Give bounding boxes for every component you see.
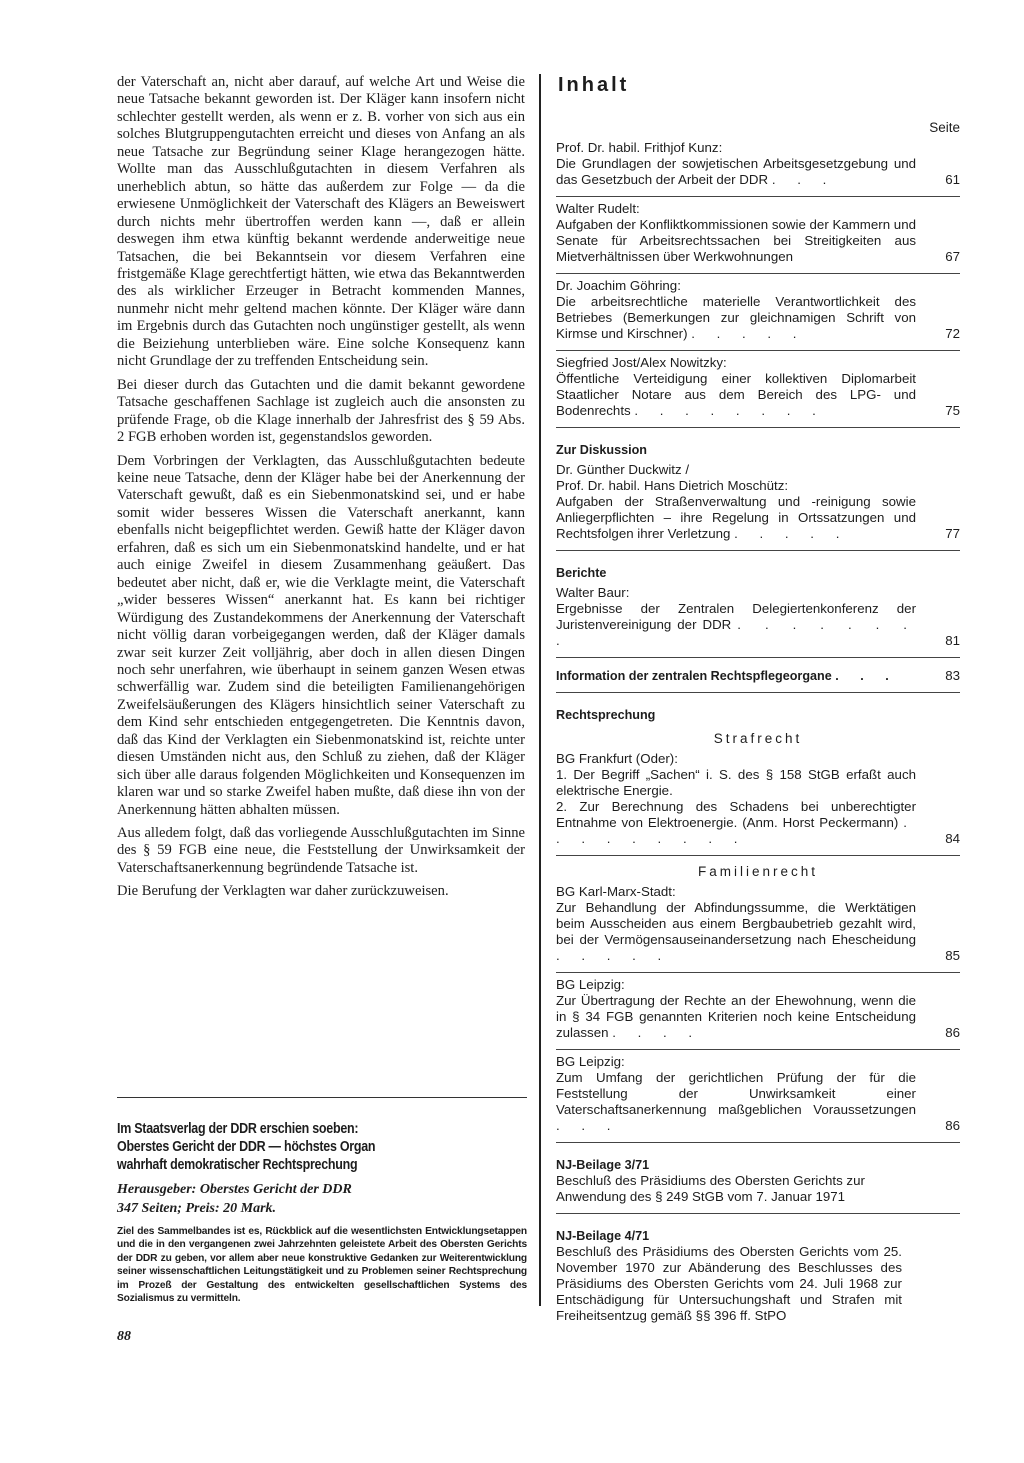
section-heading: Rechtsprechung (556, 708, 656, 722)
table-of-contents (556, 72, 960, 1324)
section-heading: Berichte (556, 566, 607, 580)
divider (556, 350, 960, 351)
toc-page: 83 (945, 668, 960, 683)
supplement-description: Beschluß des Präsidiums des Obersten Gerichts vom 25. November 1970 zur Abänderung des Beschlusses des Präsidiums des Obersten Gerichts vom 24. Juli 1968 zur Entschädigung für Untersuchungshaft und Strafen mit Freiheitsentzug gemäß §§ 396 ff. StPO (556, 1244, 902, 1323)
divider (556, 692, 960, 693)
page-column-label: Seite (929, 120, 960, 135)
toc-page: 72 (945, 326, 960, 341)
article-continuation (117, 74, 525, 907)
advert-headline (117, 1120, 521, 1174)
toc-page: 84 (945, 831, 960, 846)
subsection-heading: Familienrecht (697, 864, 819, 879)
court-name: BG Leipzig: (556, 977, 625, 992)
toc-page: 85 (945, 948, 960, 963)
toc-title: Inhalt (558, 74, 630, 96)
section-heading: Zur Diskussion (556, 443, 647, 457)
divider (556, 972, 960, 973)
publisher-advert (117, 1120, 527, 1305)
toc-author: Siegfried Jost/Alex Nowitzky: (556, 355, 727, 370)
toc-entry[interactable]: Dr. Joachim Göhring: Die arbeitsrechtliche materielle Verantwortlichkeit des Betriebes (Bemerkungen zur gleichnamigen Schrift von Kirmse und Kirschner) . . . . . 72 (556, 278, 960, 341)
toc-entry[interactable]: Siegfried Jost/Alex Nowitzky: Öffentliche Verteidigung einer kollektiven Diplomarbeit Staatlicher Notare aus dem Bereich des LPG- und Bodenrechts . . . . . . . . 75 (556, 355, 960, 418)
toc-entry-title: Öffentliche Verteidigung einer kollektiven Diplomarbeit Staatlicher Notare aus dem Bereich des LPG- und Bodenrechts (556, 371, 916, 418)
court-name: BG Karl-Marx-Stadt: (556, 884, 676, 899)
paragraph: Bei dieser durch das Gutachten und die damit bekannt gewordene Tatsache geschaffenen Sachlage ist zugleich auch die ansonsten zu prüfende Frage, ob die Klage innerhalb der Jahresfrist des § 59 Abs. 2 FGB erhoben worden ist, gegenstandslos geworden. (117, 376, 525, 446)
advert-line: wahrhaft demokratischer Rechtsprechung (117, 1157, 358, 1173)
toc-entry-title: Information der zentralen Rechtspflegeorgane (556, 669, 832, 683)
toc-entry-title: Aufgaben der Straßenverwaltung und -reinigung sowie Anliegerpflichten – ihre Regelung in Ortssatzungen und Rechtsfolgen ihrer Verletzung (556, 494, 916, 541)
toc-entry[interactable]: Dr. Günther Duckwitz / Prof. Dr. habil. Hans Dietrich Moschütz: Aufgaben der Straßenverwaltung und -reinigung sowie Anliegerpflichten – ihre Regelung in Ortssatzungen und Rechtsfolgen ihrer Verletzung . . . . . 77 (556, 462, 960, 541)
advert-meta (117, 1180, 527, 1218)
advert-line: Oberstes Gericht der DDR — höchstes Organ (117, 1139, 376, 1155)
advert-description: Ziel des Sammelbandes ist es, Rückblick auf die wesentlichsten Entwicklungsetappen und die in den vergangenen zwei Jahrzehnten geleistete Arbeit des Obersten Gerichts der DDR zu geben, vor allem aber neue konstruktive Gedanken zur Weiterentwicklung seiner wissenschaftlichen Leitungstätigkeit und zu Problemen seiner Rechtsprechung im Prozeß der Gestaltung des entwickelten gesellschaftlichen Systems des Sozialismus zu vermitteln. (117, 1226, 527, 1305)
toc-entry-title: Zum Umfang der gerichtlichen Prüfung der für die Feststellung der Unwirksamkeit einer Vaterschaftsanerkennung maßgeblichen Voraussetzungen (556, 1070, 916, 1117)
toc-entry[interactable]: BG Leipzig: Zum Umfang der gerichtlichen Prüfung der für die Feststellung der Unwirksamkeit einer Vaterschaftsanerkennung maßgeblichen Voraussetzungen . . . 86 (556, 1054, 960, 1133)
toc-author: Prof. Dr. habil. Frithjof Kunz: (556, 140, 723, 155)
toc-page: 81 (945, 633, 960, 648)
court-name: BG Frankfurt (Oder): (556, 751, 678, 766)
toc-author: Walter Baur: (556, 585, 630, 600)
divider (556, 427, 960, 428)
subsection-heading: Strafrecht (713, 731, 803, 746)
divider (556, 1049, 960, 1050)
toc-page: 86 (945, 1118, 960, 1133)
toc-entry-title: Zur Behandlung der Abfindungssumme, die Werktätigen beim Ausscheiden aus einem Bergbaubetrieb gezahlt wird, bei der Vermögensauseinandersetzung nach Ehescheidung (556, 900, 916, 947)
divider (556, 855, 960, 856)
toc-entry[interactable]: Prof. Dr. habil. Frithjof Kunz: Die Grundlagen der sowjetischen Arbeitsgesetzgebung und das Gesetzbuch der Arbeit der DDR . . . 61 (556, 140, 960, 187)
toc-entry[interactable] (556, 201, 960, 265)
supplement-description: Beschluß des Präsidiums des Obersten Gerichts zur Anwendung des § 249 StGB vom 7. Januar 1971 (556, 1173, 865, 1204)
toc-page: 75 (945, 403, 960, 418)
paragraph: der Vaterschaft an, nicht aber darauf, auf welche Art und Weise die neue Tatsache bekannt geworden ist. Der Kläger kann insofern nicht schlechter gestellt werden, als wenn er z. B. vorher von sich aus ein solches Blutgruppengutachten erreicht und dieses von Anfang an als neue Tatsache zur Begründung seiner Klage herangezogen hätte. Wollte man das Ausschlußgutachten in diesem Verfahren als unerheblich abtun, so hätte das außerdem zur Folge — da die erwiesene Unmöglichkeit der Vaterschaft des Klägers an Beweiswert durch nichts mehr übertroffen werden kann —, daß er allein deswegen ihm etwa künftig bekannt werdende anderweitige neue Tatsachen, die bei Bekanntsein vor diesem Verfahren eine fristgemäße Klage gerechtfertigt hätten, wie etwa das Bekanntwerden des als wirklicher Erzeuger in Betracht kommenden Mannes, nunmehr nicht mehr geltend machen könnte. Der Kläger wäre dann im Ergebnis durch das Gutachten noch ungünstiger gestellt, als wenn die Beiziehung unterblieben wäre. Eine solche Konsequenz kann nicht Grundlage der zu treffenden Entscheidung sein. (117, 74, 525, 370)
paragraph: Die Berufung der Verklagten war daher zurückzuweisen. (117, 883, 449, 900)
paragraph: Aus alledem folgt, daß das vorliegende Ausschlußgutachten im Sinne des § 59 FGB eine neue, die Feststellung der Unwirksamkeit der Vaterschaftsanerkennung begründende Tatsache ist. (117, 825, 525, 876)
toc-entry-title: 1. Der Begriff „Sachen“ i. S. des § 158 StGB erfaßt auch elektrische Energie. (556, 767, 916, 798)
toc-page: 77 (945, 526, 960, 541)
advert-pages-price: 347 Seiten; Preis: 20 Mark. (117, 1201, 277, 1216)
toc-entry-title: Aufgaben der Konfliktkommissionen sowie der Kammern und Senate für Arbeitsrechtssachen bei Streitigkeiten aus Mietverhältnissen über Werkwohnungen (556, 217, 916, 264)
divider (556, 1213, 960, 1214)
toc-entry[interactable]: BG Frankfurt (Oder): 1. Der Begriff „Sachen“ i. S. des § 158 StGB erfaßt auch elektrische Energie. 2. Zur Berechnung des Schadens bei unberechtigter Entnahme von Elektroenergie. (Anm. Horst Peckermann) . . . . . . . . . 84 (556, 751, 960, 846)
divider (556, 1142, 960, 1143)
court-name: BG Leipzig: (556, 1054, 625, 1069)
paragraph: Dem Vorbringen der Verklagten, das Ausschlußgutachten bedeute keine neue Tatsache, denn der Kläger habe bei der Anerkennung der Vaterschaft gewußt, daß es ein Siebenmonatskind sei, und er habe somit wider besseres Wissen die Vaterschaft anerkannt, kann ebenfalls nicht beigepflichtet werden. Gewiß hatte der Kläger davon erfahren, daß es sich um ein Siebenmonatskind handelte, und er hat auch einige Zweifel in diesem Zusammenhang geäußert. Das bedeutet aber nicht, daß er, wie die Verklagte meint, die Vaterschaft „wider besseres Wissen“ anerkannt hat. Es kann bei richtiger Würdigung des Zustandekommens der Anerkennung der Vaterschaft nicht völlig daran vorbeigegangen werden, daß der Kläger damals zwar seit kurzer Zeit volljährig, aber doch in allen diesen Dingen noch sehr unerfahren, wie überhaupt in seinem ganzen Wesen etwas schwerfällig war. Zudem sind die beteiligten Familienangehörigen Zweifelsäußerungen des Klägers hinsichtlich seiner Vaterschaft zu dem Kind sehr entschieden entgegengetreten. Die Kenntnis davon, daß das Kind der Verklagten ein Siebenmonatskind ist, reichte unter diesen Umständen nicht aus, den Schluß zu ziehen, daß der Kläger sich über alle daraus folgenden Möglichkeiten und Konsequenzen im klaren war und so starke Zweifel haben mußte, daß diese ihn von der Anerkennung hätten abhalten müssen. (117, 452, 525, 818)
divider (556, 550, 960, 551)
toc-entry-title: Die Grundlagen der sowjetischen Arbeitsgesetzgebung und das Gesetzbuch der Arbeit der DDR (556, 156, 916, 187)
toc-entry-title: Zur Übertragung der Rechte an der Ehewohnung, wenn die in § 34 FGB genannten Kriterien noch keine Entscheidung zulassen (556, 993, 916, 1040)
toc-entry[interactable]: Information der zentralen Rechtspflegeorgane . . . 83 (556, 668, 960, 683)
advert-line: Im Staatsverlag der DDR erschien soeben: (117, 1121, 359, 1137)
toc-entry-title: Ergebnisse der Zentralen Delegiertenkonferenz der Juristenvereinigung der DDR (556, 601, 916, 632)
page-number: 88 (117, 1329, 131, 1344)
toc-entry-title: Die arbeitsrechtliche materielle Verantwortlichkeit des Betriebes (Bemerkungen zur gleichnamigen Schrift von Kirmse und Kirschner) (556, 294, 916, 341)
toc-author: Prof. Dr. habil. Hans Dietrich Moschütz: (556, 478, 789, 493)
toc-entry-title: 2. Zur Berechnung des Schadens bei unberechtigter Entnahme von Elektroenergie. (Anm. Horst Peckermann) (556, 799, 916, 830)
toc-author: Dr. Günther Duckwitz / (556, 462, 690, 477)
toc-author: Walter Rudelt: (556, 201, 640, 216)
column-divider (539, 74, 541, 1306)
divider (117, 1097, 527, 1098)
supplement-heading: NJ-Beilage 4/71 (556, 1229, 650, 1243)
toc-page: 61 (945, 172, 960, 187)
supplement-heading: NJ-Beilage 3/71 (556, 1158, 650, 1172)
divider (556, 657, 960, 658)
toc-entry[interactable]: Walter Baur: Ergebnisse der Zentralen Delegiertenkonferenz der Juristenvereinigung der DDR . . . . . . . . 81 (556, 585, 960, 648)
toc-page: 67 (945, 249, 960, 264)
toc-page: 86 (945, 1025, 960, 1040)
toc-entry[interactable]: BG Leipzig: Zur Übertragung der Rechte an der Ehewohnung, wenn die in § 34 FGB genannten Kriterien noch keine Entscheidung zulassen . . . . 86 (556, 977, 960, 1040)
toc-entry[interactable]: BG Karl-Marx-Stadt: Zur Behandlung der Abfindungssumme, die Werktätigen beim Ausscheiden aus einem Bergbaubetrieb gezahlt wird, bei der Vermögensauseinandersetzung nach Ehescheidung . . . . . 85 (556, 884, 960, 963)
divider (556, 273, 960, 274)
toc-author: Dr. Joachim Göhring: (556, 278, 681, 293)
advert-editor: Herausgeber: Oberstes Gericht der DDR (117, 1182, 352, 1197)
divider (556, 196, 960, 197)
